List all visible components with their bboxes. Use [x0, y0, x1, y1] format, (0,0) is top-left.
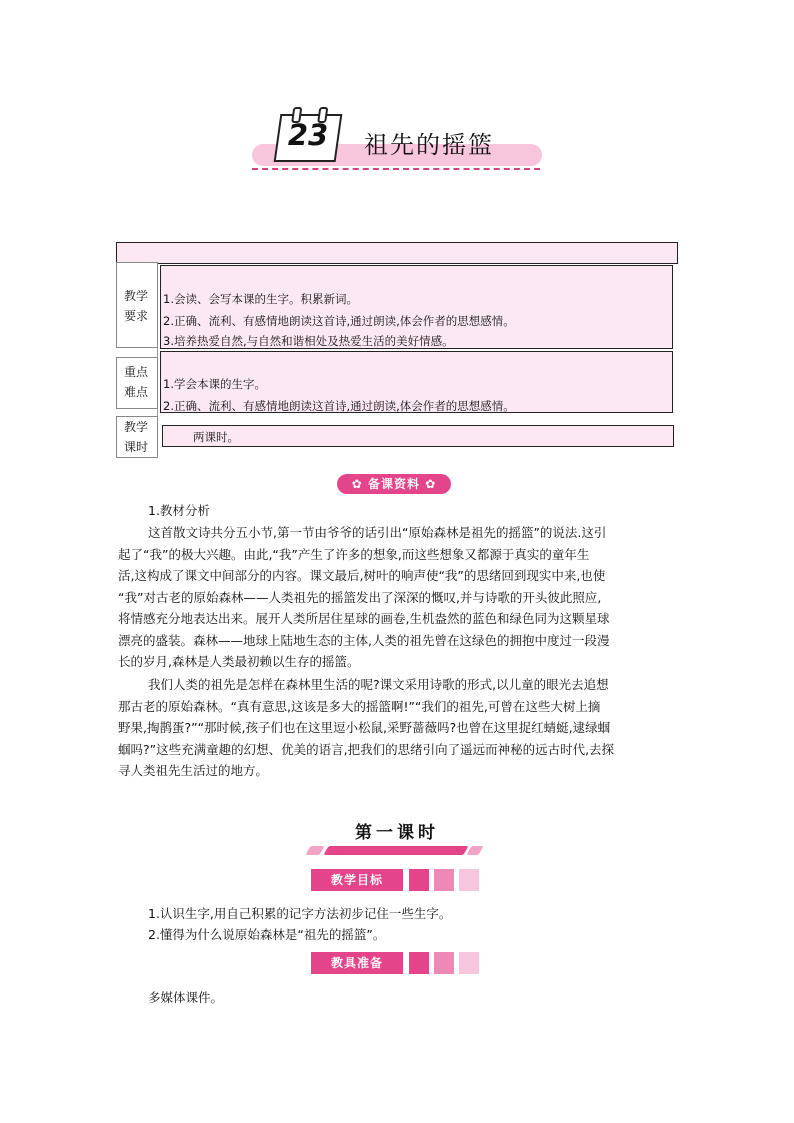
- tag-square: [434, 952, 454, 974]
- text-line: 蝈吗?”这些充满童趣的幻想、优美的语言,把我们的思绪引向了遥远而神秘的远古时代,去探: [118, 741, 615, 757]
- title-divider: [252, 168, 540, 170]
- text-line: 长的岁月,森林是人类最初赖以生存的摇篮。: [118, 654, 360, 669]
- lesson-title: 祖先的摇篮: [364, 131, 494, 159]
- analysis-paragraph-1: [118, 522, 609, 673]
- row-label-line: 重点 难点: [123, 365, 148, 399]
- row-label-keypoints: [116, 362, 156, 402]
- text-line: 将情感充分地表达出来。展开人类所居住星球的画卷,生机盎然的蓝色和绿色同为这颗星球: [118, 611, 610, 626]
- requirement-item: 2.正确、流利、有感情地朗读这首诗,通过朗读,体会作者的思想感情。: [163, 314, 515, 328]
- tag-square: [409, 952, 429, 974]
- text-line: 那古老的原始森林。“真有意思,这该是多大的摇篮啊!”“我们的祖先,可曾在这些大树上摘: [118, 698, 601, 714]
- teaching-tools-tag: 教具准备: [311, 952, 403, 974]
- lesson-number: 23: [287, 118, 329, 152]
- lesson-1-title: 第一课时: [355, 823, 439, 843]
- text-line: 活,这构成了课文中间部分的内容。课文最后,树叶的响声使“我”的思绪回到现实中来,也使: [118, 568, 606, 583]
- keypoint-item: 1.学会本课的生字。: [163, 377, 266, 391]
- table-header-bar: [116, 242, 678, 264]
- requirements-cell: [160, 265, 673, 349]
- prep-materials-label: 备课资料: [367, 477, 420, 491]
- text-line: 这首散文诗共分五小节,第一节由爷爷的话引出“原始森林是祖先的摇篮”的说法.这引: [148, 525, 607, 540]
- title-decoration: [305, 846, 324, 855]
- analysis-heading: 1.教材分析: [148, 503, 210, 518]
- row-label-requirements: [116, 286, 156, 326]
- periods-text: 两课时。: [193, 430, 239, 444]
- keypoints-cell: [160, 351, 673, 413]
- title-decoration: [323, 846, 468, 855]
- analysis-paragraph-2: [118, 674, 614, 782]
- periods-cell: [162, 425, 674, 447]
- row-label-line: 教学 要求: [123, 289, 148, 323]
- row-label-line: 教学 课时: [123, 420, 148, 454]
- text-line: “我”对古老的原始森林——人类祖先的摇篮发出了深深的慨叹,并与诗歌的开头彼此照应,: [118, 589, 602, 605]
- prep-materials-badge: [337, 474, 451, 494]
- keypoint-item: 2.正确、流利、有感情地朗读这首诗,通过朗读,体会作者的思想感情。: [163, 399, 515, 413]
- text-line: 漂亮的盛装。森林——地球上陆地生态的主体,人类的祖先曾在这绿色的拥抱中度过一段漫: [118, 632, 610, 648]
- requirement-item: 3.培养热爱自然,与自然和谐相处及热爱生活的美好情感。: [163, 334, 454, 348]
- text-line: 我们人类的祖先是怎样在森林里生活的呢?课文采用诗歌的形式,以儿童的眼光去追想: [148, 677, 609, 692]
- row-label-periods: [116, 417, 156, 457]
- star-icon: ✿: [351, 477, 363, 491]
- title-decoration: [466, 846, 483, 855]
- tag-square: [434, 869, 454, 891]
- tag-square: [459, 952, 479, 974]
- text-line: 寻人类祖先生活过的地方。: [118, 763, 269, 778]
- objectives-table: [116, 262, 678, 457]
- tag-square: [459, 869, 479, 891]
- goal-item: 2.懂得为什么说原始森林是“祖先的摇篮”。: [148, 927, 386, 942]
- tools-text: 多媒体课件。: [148, 990, 224, 1005]
- text-line: 起了“我”的极大兴趣。由此,“我”产生了许多的想象,而这些想象又都源于真实的童年生: [118, 546, 590, 562]
- text-line: 野果,掏鹊蛋?”“那时候,孩子们也在这里逗小松鼠,采野蔷薇吗?也曾在这里捉红蜻蜓,逮绿蝈: [118, 720, 611, 735]
- tag-square: [409, 869, 429, 891]
- teaching-goals-tag: 教学目标: [311, 869, 403, 891]
- requirement-item: 1.会读、会写本课的生字。积累新词。: [163, 292, 358, 306]
- goal-item: 1.认识生字,用自己积累的记字方法初步记住一些生字。: [148, 906, 452, 921]
- star-icon: ✿: [425, 477, 437, 491]
